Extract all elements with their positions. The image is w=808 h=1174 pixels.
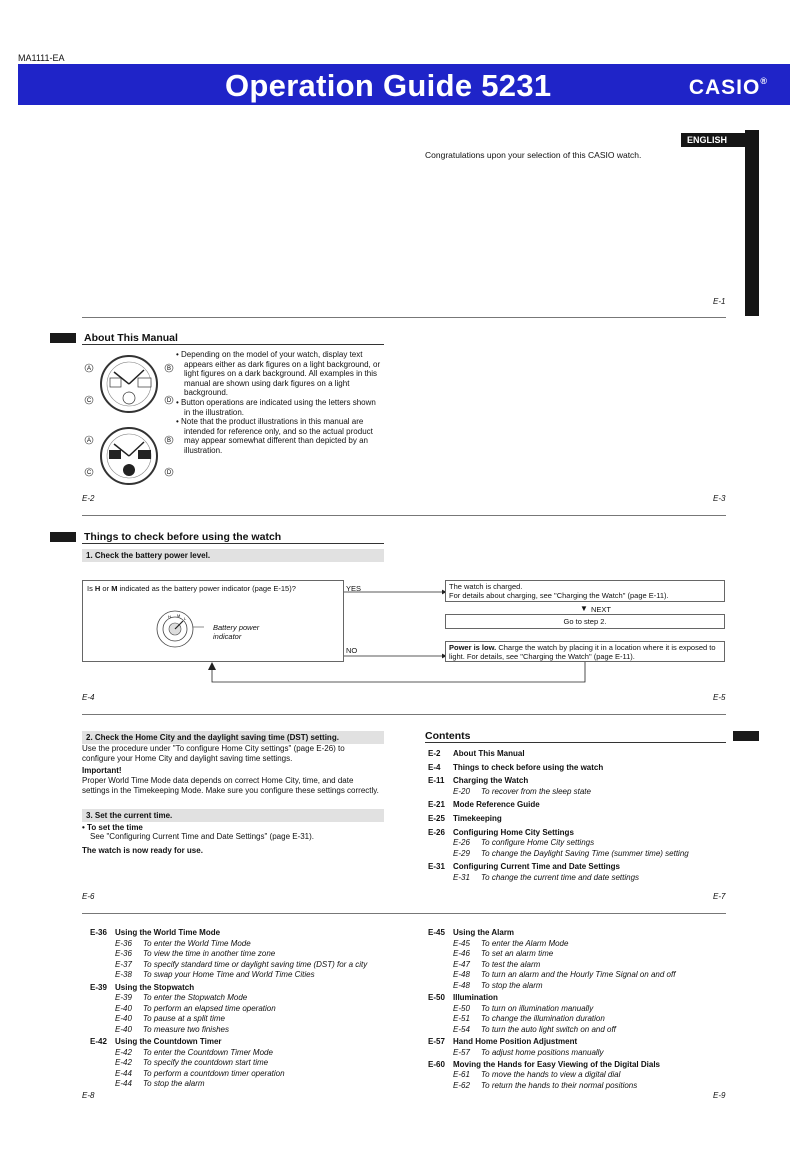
page-number: E-1: [713, 297, 726, 306]
toc-sub-entry[interactable]: To view the time in another time zone: [143, 949, 276, 959]
toc-sub-page-ref: E-51: [453, 1014, 470, 1024]
button-a-label: A: [86, 366, 92, 372]
bullet-item: • Depending on the model of your watch, display text appears either as dark figures on a light background, or light figures on a dark background. All examples in this manual are shown using dark figures on a light background.: [176, 350, 381, 398]
contents-title: Contents: [425, 730, 471, 742]
toc-sub-page-ref: E-50: [453, 1003, 470, 1013]
toc-sub-page-ref: E-37: [115, 959, 132, 969]
toc-sub-entry[interactable]: To change the Daylight Saving Time (summer time) setting: [481, 848, 689, 858]
toc-entry[interactable]: Charging the Watch: [453, 776, 529, 786]
step-heading: 2. Check the Home City and the daylight saving time (DST) setting.: [82, 731, 384, 744]
section-title: About This Manual: [84, 332, 178, 344]
brand-logo: [689, 76, 768, 100]
toc-sub-entry[interactable]: To turn on illumination manually: [481, 1003, 594, 1013]
page-number: E-6: [82, 892, 95, 901]
power-low-box: Power is low. Charge the watch by placing it in a location where it is exposed to light. For details, see "Charging the Watch" (page E-11).: [445, 641, 725, 662]
page-number: E-5: [713, 693, 726, 702]
next-label: NEXT: [591, 605, 612, 614]
toc-sub-entry[interactable]: To pause at a split time: [143, 1014, 225, 1024]
important-title: Important!: [82, 766, 122, 775]
toc-sub-entry[interactable]: To return the hands to their normal positions: [481, 1080, 638, 1090]
toc-entry[interactable]: Using the Stopwatch: [115, 982, 195, 992]
language-tab: ENGLISH: [681, 133, 745, 147]
step-heading: 1. Check the battery power level.: [82, 549, 384, 562]
page-divider: [82, 317, 726, 318]
button-d-label: D: [166, 398, 172, 404]
page-number: E-7: [713, 892, 726, 901]
toc-page-ref: E-31: [428, 862, 445, 872]
down-arrow-icon: ▼: [580, 604, 588, 613]
watch-illustrations: [82, 348, 177, 492]
toc-sub-page-ref: E-38: [115, 970, 132, 980]
toc-entry[interactable]: Timekeeping: [453, 814, 502, 823]
toc-sub-page-ref: E-40: [115, 1003, 132, 1013]
page-divider: [82, 515, 726, 516]
toc-page-ref: E-45: [428, 928, 445, 937]
toc-page-ref: E-42: [90, 1037, 107, 1046]
section-marker: [50, 333, 76, 343]
toc-sub-entry[interactable]: To enter the Alarm Mode: [481, 938, 569, 948]
toc-entry[interactable]: Things to check before using the watch: [453, 762, 604, 772]
toc-entry[interactable]: Hand Home Position Adjustment: [453, 1037, 578, 1046]
toc-page-ref: E-36: [90, 928, 107, 937]
section-title: Things to check before using the watch: [84, 531, 282, 543]
toc-sub-entry[interactable]: To enter the Stopwatch Mode: [143, 993, 248, 1003]
intro-text: Congratulations upon your selection of this CASIO watch.: [425, 150, 642, 160]
toc-page-ref: E-39: [90, 982, 107, 992]
battery-question: Is H or M indicated as the battery power indicator (page E-15)?: [87, 584, 296, 593]
contents-list: [87, 928, 407, 1089]
section-rule: [425, 742, 726, 743]
no-label: NO: [346, 646, 358, 655]
toc-page-ref: E-25: [428, 814, 445, 823]
toc-sub-page-ref: E-42: [115, 1058, 132, 1068]
toc-page-ref: E-60: [428, 1059, 445, 1069]
toc-sub-entry[interactable]: To measure two finishes: [143, 1024, 229, 1034]
yes-label: YES: [346, 584, 362, 593]
toc-sub-page-ref: E-46: [453, 949, 470, 959]
toc-sub-entry[interactable]: To stop the alarm: [481, 981, 543, 990]
button-b-label: B: [166, 366, 172, 372]
section-rule: [82, 543, 384, 544]
title-banner: [18, 64, 790, 105]
toc-sub-page-ref: E-40: [115, 1014, 132, 1024]
toc-sub-page-ref: E-44: [115, 1068, 132, 1078]
toc-page-ref: E-11: [428, 776, 445, 786]
page-number: E-3: [713, 494, 726, 503]
section-rule: [82, 344, 384, 345]
toc-sub-page-ref: E-31: [453, 873, 470, 882]
toc-sub-page-ref: E-42: [115, 1047, 132, 1057]
toc-sub-page-ref: E-54: [453, 1024, 470, 1034]
bullet-item: • Button operations are indicated using the letters shown in the illustration.: [176, 397, 376, 417]
toc-sub-entry[interactable]: To adjust home positions manually: [481, 1047, 604, 1057]
charged-box: The watch is charged. For details about charging, see "Charging the Watch" (page E-11).: [445, 580, 725, 602]
toc-sub-entry[interactable]: To move the hands to view a digital dial: [481, 1070, 621, 1080]
toc-sub-page-ref: E-61: [453, 1070, 470, 1080]
toc-page-ref: E-57: [428, 1037, 445, 1046]
goto-box: Go to step 2.: [445, 614, 725, 629]
brand-name: CASIO: [688, 76, 761, 99]
dial-label-m: M: [177, 613, 181, 618]
set-time-text: See "Configuring Current Time and Date Settings" (page E-31).: [90, 832, 315, 841]
toc-entry[interactable]: Configuring Current Time and Date Settings: [453, 862, 620, 872]
toc-sub-entry[interactable]: To stop the alarm: [143, 1079, 205, 1089]
toc-sub-entry[interactable]: To change the current time and date settings: [481, 873, 640, 882]
toc-sub-page-ref: E-40: [115, 1024, 132, 1034]
toc-sub-page-ref: E-20: [453, 786, 470, 796]
dial-label-l: L: [184, 616, 187, 621]
toc-page-ref: E-2: [428, 749, 441, 758]
toc-sub-page-ref: E-29: [453, 848, 470, 858]
step-heading: 3. Set the current time.: [82, 809, 384, 822]
toc-entry[interactable]: About This Manual: [453, 749, 525, 758]
page-divider: [82, 714, 726, 715]
watch-face-light: [101, 356, 157, 412]
language-tab-bar: [745, 130, 759, 316]
page-number: E-4: [82, 693, 95, 702]
toc-sub-page-ref: E-36: [115, 949, 132, 959]
toc-page-ref: E-4: [428, 762, 441, 772]
toc-sub-page-ref: E-62: [453, 1080, 470, 1090]
toc-entry[interactable]: Using the Countdown Timer: [115, 1037, 222, 1046]
toc-sub-entry[interactable]: To perform an elapsed time operation: [143, 1003, 276, 1013]
section-marker: [733, 731, 759, 741]
page-number: E-9: [713, 1091, 726, 1100]
return-connector: [205, 660, 590, 688]
set-time-title: • To set the time: [82, 823, 143, 832]
toc-sub-page-ref: E-36: [115, 938, 132, 948]
page-divider: [82, 913, 726, 914]
toc-sub-page-ref: E-26: [453, 838, 470, 848]
toc-sub-page-ref: E-39: [115, 993, 132, 1003]
toc-sub-page-ref: E-48: [453, 970, 470, 980]
important-text: Proper World Time Mode data depends on correct Home City, time, and date settings in the Timekeeping Mode. Make sure you configure these settings correctly.: [82, 776, 379, 795]
toc-entry[interactable]: Using the World Time Mode: [115, 928, 221, 937]
page-number: E-2: [82, 494, 95, 503]
button-c-label: C: [86, 398, 92, 404]
document-code: MA1111-EA: [18, 53, 65, 63]
toc-entry[interactable]: Mode Reference Guide: [453, 800, 540, 810]
toc-sub-page-ref: E-45: [453, 938, 470, 948]
step2-text: Use the procedure under "To configure Home City settings" (page E-26) to configure your Home City and daylight saving time settings.: [82, 744, 345, 763]
toc-sub-entry[interactable]: To specify standard time or daylight saving time (DST) for a city: [143, 959, 368, 969]
toc-entry[interactable]: Using the Alarm: [453, 928, 515, 937]
toc-sub-entry[interactable]: To specify the countdown start time: [143, 1058, 269, 1068]
toc-sub-entry[interactable]: To enter the World Time Mode: [143, 938, 251, 948]
toc-sub-entry[interactable]: To enter the Countdown Timer Mode: [143, 1047, 273, 1057]
about-bullets: [176, 350, 381, 456]
watch-face-dark: [101, 428, 157, 484]
toc-page-ref: E-50: [428, 993, 445, 1003]
toc-sub-page-ref: E-48: [453, 981, 470, 990]
toc-sub-entry[interactable]: To recover from the sleep state: [481, 786, 591, 796]
button-b-label: B: [166, 438, 172, 444]
guide-title: Operation Guide 5231: [225, 68, 552, 103]
contents-list: [425, 749, 725, 889]
toc-sub-page-ref: E-57: [453, 1047, 470, 1057]
button-c-label: C: [86, 470, 92, 476]
toc-sub-entry[interactable]: To set an alarm time: [481, 949, 554, 959]
battery-indicator-illustration: [155, 609, 205, 651]
toc-entry[interactable]: Configuring Home City Settings: [453, 827, 574, 837]
ready-text: The watch is now ready for use.: [82, 846, 203, 855]
toc-entry[interactable]: Illumination: [453, 993, 498, 1003]
button-a-label: A: [86, 438, 92, 444]
toc-sub-page-ref: E-44: [115, 1079, 132, 1089]
toc-sub-entry[interactable]: To turn an alarm and the Hourly Time Signal on and off: [481, 970, 676, 980]
battery-indicator-label: Battery power indicator: [213, 623, 260, 641]
toc-sub-entry[interactable]: To change the illumination duration: [481, 1014, 605, 1024]
registered-mark: ®: [760, 76, 768, 86]
bullet-item: • Note that the product illustrations in this manual are intended for reference only, and so the actual product may appear somewhat different than depicted by an illustration.: [176, 417, 373, 455]
page-number: E-8: [82, 1091, 95, 1100]
toc-sub-entry[interactable]: To configure Home City settings: [481, 838, 595, 848]
toc-sub-entry[interactable]: To test the alarm: [481, 959, 541, 969]
toc-sub-entry[interactable]: To turn the auto light switch on and off: [481, 1024, 616, 1034]
toc-sub-entry[interactable]: To perform a countdown timer operation: [143, 1068, 285, 1078]
toc-sub-entry[interactable]: To swap your Home Time and World Time Cities: [143, 970, 315, 980]
toc-page-ref: E-26: [428, 827, 445, 837]
dial-label-h: H: [168, 614, 171, 619]
button-d-label: D: [166, 470, 172, 476]
toc-entry[interactable]: Moving the Hands for Easy Viewing of the Digital Dials: [453, 1059, 660, 1069]
section-marker: [50, 532, 76, 542]
toc-page-ref: E-21: [428, 800, 445, 810]
contents-list: [425, 928, 745, 1088]
toc-sub-page-ref: E-47: [453, 959, 470, 969]
